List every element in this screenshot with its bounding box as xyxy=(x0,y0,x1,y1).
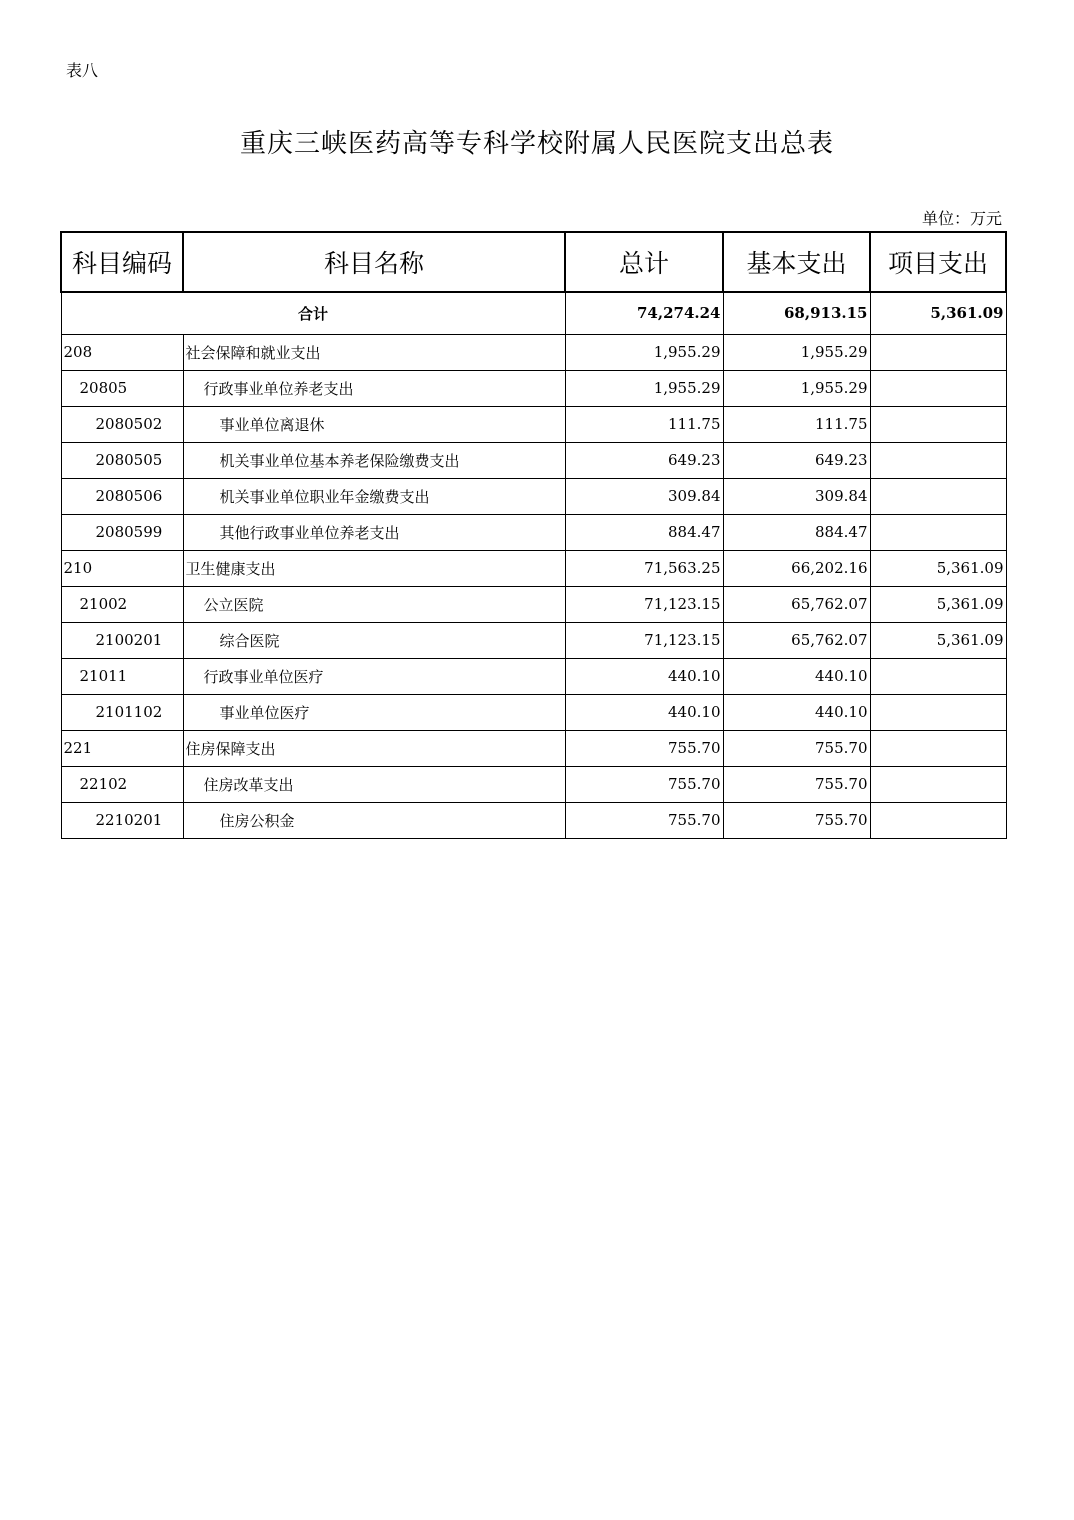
table-row xyxy=(61,478,1006,514)
table-row xyxy=(61,802,1006,838)
row-code: 2080505 xyxy=(61,442,183,478)
table-row xyxy=(61,550,1006,586)
row-total: 755.70 xyxy=(565,730,723,766)
row-total: 71,123.15 xyxy=(565,622,723,658)
row-code: 2080502 xyxy=(61,406,183,442)
row-project xyxy=(870,514,1006,550)
row-code: 2101102 xyxy=(61,694,183,730)
total-row xyxy=(61,292,1006,334)
table-row xyxy=(61,658,1006,694)
row-total: 71,563.25 xyxy=(565,550,723,586)
row-project xyxy=(870,766,1006,802)
row-code: 221 xyxy=(61,730,183,766)
row-name: 事业单位离退休 xyxy=(183,406,565,442)
row-code: 2210201 xyxy=(61,802,183,838)
row-basic: 309.84 xyxy=(723,478,870,514)
row-name: 行政事业单位养老支出 xyxy=(183,370,565,406)
row-project: 5,361.09 xyxy=(870,622,1006,658)
row-name: 卫生健康支出 xyxy=(183,550,565,586)
row-total: 755.70 xyxy=(565,766,723,802)
row-project: 5,361.09 xyxy=(870,586,1006,622)
row-project xyxy=(870,802,1006,838)
expenditure-table xyxy=(60,231,1007,839)
row-name: 公立医院 xyxy=(183,586,565,622)
table-row xyxy=(61,370,1006,406)
total-basic: 68,913.15 xyxy=(723,292,870,334)
row-code: 20805 xyxy=(61,370,183,406)
row-basic: 111.75 xyxy=(723,406,870,442)
header-code: 科目编码 xyxy=(61,232,183,292)
row-code: 21011 xyxy=(61,658,183,694)
total-project: 5,361.09 xyxy=(870,292,1006,334)
row-basic: 65,762.07 xyxy=(723,586,870,622)
row-code: 21002 xyxy=(61,586,183,622)
row-code: 22102 xyxy=(61,766,183,802)
row-name: 其他行政事业单位养老支出 xyxy=(183,514,565,550)
row-basic: 649.23 xyxy=(723,442,870,478)
table-row xyxy=(61,586,1006,622)
row-basic: 440.10 xyxy=(723,658,870,694)
row-name: 综合医院 xyxy=(183,622,565,658)
row-basic: 440.10 xyxy=(723,694,870,730)
unit-label: 单位：万元 xyxy=(921,209,1002,228)
table-row xyxy=(61,514,1006,550)
row-project xyxy=(870,370,1006,406)
table-row xyxy=(61,406,1006,442)
row-name: 行政事业单位医疗 xyxy=(183,658,565,694)
row-project xyxy=(870,334,1006,370)
row-code: 2100201 xyxy=(61,622,183,658)
row-basic: 755.70 xyxy=(723,730,870,766)
row-basic: 755.70 xyxy=(723,766,870,802)
row-total: 884.47 xyxy=(565,514,723,550)
header-total: 总计 xyxy=(565,232,723,292)
row-code: 2080599 xyxy=(61,514,183,550)
table-row xyxy=(61,694,1006,730)
table-row xyxy=(61,622,1006,658)
row-basic: 755.70 xyxy=(723,802,870,838)
row-project xyxy=(870,730,1006,766)
row-basic: 884.47 xyxy=(723,514,870,550)
row-total: 71,123.15 xyxy=(565,586,723,622)
row-project xyxy=(870,406,1006,442)
row-basic: 65,762.07 xyxy=(723,622,870,658)
table-row xyxy=(61,442,1006,478)
row-total: 755.70 xyxy=(565,802,723,838)
row-name: 住房保障支出 xyxy=(183,730,565,766)
row-project xyxy=(870,694,1006,730)
row-total: 440.10 xyxy=(565,658,723,694)
total-label: 合计 xyxy=(61,292,565,334)
total-total: 74,274.24 xyxy=(565,292,723,334)
row-code: 208 xyxy=(61,334,183,370)
table-number: 表八 xyxy=(66,61,99,80)
row-total: 1,955.29 xyxy=(565,370,723,406)
row-project xyxy=(870,478,1006,514)
row-basic: 1,955.29 xyxy=(723,334,870,370)
row-name: 住房改革支出 xyxy=(183,766,565,802)
row-total: 111.75 xyxy=(565,406,723,442)
header-project: 项目支出 xyxy=(870,232,1006,292)
row-name: 社会保障和就业支出 xyxy=(183,334,565,370)
table-row xyxy=(61,334,1006,370)
row-basic: 66,202.16 xyxy=(723,550,870,586)
row-total: 440.10 xyxy=(565,694,723,730)
row-name: 机关事业单位职业年金缴费支出 xyxy=(183,478,565,514)
row-project xyxy=(870,658,1006,694)
row-basic: 1,955.29 xyxy=(723,370,870,406)
row-name: 住房公积金 xyxy=(183,802,565,838)
page-title: 重庆三峡医药高等专科学校附属人民医院支出总表 xyxy=(239,129,834,159)
row-project: 5,361.09 xyxy=(870,550,1006,586)
row-code: 210 xyxy=(61,550,183,586)
table-row xyxy=(61,766,1006,802)
row-name: 机关事业单位基本养老保险缴费支出 xyxy=(183,442,565,478)
row-code: 2080506 xyxy=(61,478,183,514)
header-name: 科目名称 xyxy=(183,232,565,292)
row-project xyxy=(870,442,1006,478)
row-total: 309.84 xyxy=(565,478,723,514)
header-basic: 基本支出 xyxy=(723,232,870,292)
table-row xyxy=(61,730,1006,766)
table-header-row xyxy=(61,232,1006,292)
row-name: 事业单位医疗 xyxy=(183,694,565,730)
row-total: 1,955.29 xyxy=(565,334,723,370)
row-total: 649.23 xyxy=(565,442,723,478)
